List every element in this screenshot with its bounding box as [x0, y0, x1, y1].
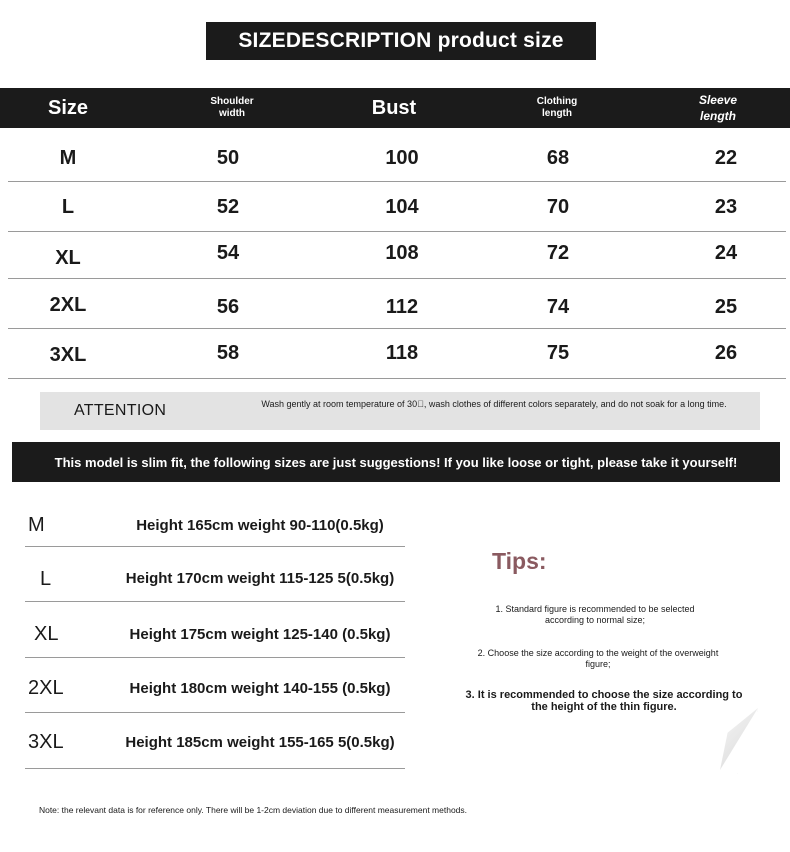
suggestion-text: Height 180cm weight 140-155 (0.5kg) — [129, 680, 391, 697]
attention-panel — [40, 392, 760, 430]
suggestion-text: Height 185cm weight 155-165 5(0.5kg) — [125, 734, 395, 751]
cell-sleeve: 22 — [714, 147, 738, 169]
cell-size: 2XL — [49, 294, 87, 316]
suggestion-text: Height 165cm weight 90-110(0.5kg) — [136, 517, 384, 534]
header-clothing-length — [507, 88, 607, 128]
cell-shoulder: 56 — [216, 296, 240, 318]
header-sleeve-line1: Sleeve — [698, 93, 738, 107]
header-clothing-line1: Clothing — [536, 96, 578, 107]
header-sleeve-line2: length — [700, 109, 736, 123]
header-shoulder-line1: Shoulder — [210, 96, 254, 107]
attention-text: Wash gently at room temperature of 30 , wash clothes of different colors separately, and do not soak for a long time. — [261, 399, 727, 409]
cell-sleeve: 24 — [714, 242, 738, 264]
header-shoulder-width — [182, 88, 282, 128]
cell-size: 3XL — [49, 344, 87, 366]
tip-2: 2. Choose the size according to the weight of the overweight figure; — [477, 648, 719, 669]
header-sleeve-length — [668, 88, 768, 128]
cell-shoulder: 52 — [216, 196, 240, 218]
row-divider — [8, 278, 786, 279]
row-divider — [8, 181, 786, 182]
suggestion-size: L — [40, 568, 52, 590]
page-title: SIZEDESCRIPTION product size — [206, 22, 596, 60]
cell-bust: 104 — [385, 196, 419, 218]
cell-length: 68 — [546, 147, 570, 169]
row-divider — [8, 231, 786, 232]
header-shoulder-line2: width — [218, 108, 246, 119]
cell-length: 72 — [546, 242, 570, 264]
cell-bust: 118 — [385, 342, 419, 364]
footnote: Note: the relevant data is for reference only. There will be 1-2cm deviation due to different measurement methods. — [38, 805, 468, 815]
cell-shoulder: 54 — [216, 242, 240, 264]
suggestion-text: Height 170cm weight 115-125 5(0.5kg) — [125, 570, 395, 587]
suggestion-size: 2XL — [28, 677, 64, 699]
cell-length: 75 — [546, 342, 570, 364]
suggestion-size: M — [28, 514, 45, 536]
cell-size: L — [61, 196, 75, 218]
header-bust: Bust — [371, 96, 417, 119]
slim-fit-banner: This model is slim fit, the following sizes are just suggestions! If you like loose or tight, please take it yourself! — [12, 442, 780, 482]
suggestion-divider — [25, 712, 405, 713]
row-divider — [8, 378, 786, 379]
suggestion-divider — [25, 601, 405, 602]
tip-1: 1. Standard figure is recommended to be selected according to normal size; — [495, 604, 695, 625]
cell-size: M — [59, 147, 77, 169]
cell-bust: 100 — [385, 147, 419, 169]
cell-length: 70 — [546, 196, 570, 218]
header-clothing-line2: length — [542, 108, 572, 119]
cell-sleeve: 25 — [714, 296, 738, 318]
cell-bust: 112 — [385, 296, 419, 318]
cell-shoulder: 58 — [216, 342, 240, 364]
header-size: Size — [47, 96, 89, 119]
cell-sleeve: 23 — [714, 196, 738, 218]
suggestion-divider — [25, 657, 405, 658]
tips-title: Tips: — [492, 548, 547, 574]
suggestion-divider — [25, 768, 405, 769]
suggestion-size: 3XL — [28, 731, 64, 753]
cell-shoulder: 50 — [216, 147, 240, 169]
attention-label: ATTENTION — [74, 402, 167, 419]
cell-length: 74 — [546, 296, 570, 318]
cell-sleeve: 26 — [714, 342, 738, 364]
row-divider — [8, 328, 786, 329]
cell-size: XL — [55, 247, 81, 269]
suggestion-size: XL — [34, 623, 59, 645]
tip-3: 3. It is recommended to choose the size according to the height of the thin figure. — [465, 689, 743, 713]
suggestion-divider — [25, 546, 405, 547]
suggestion-text: Height 175cm weight 125-140 (0.5kg) — [129, 626, 391, 643]
cell-bust: 108 — [385, 242, 419, 264]
size-table-header — [0, 88, 790, 128]
